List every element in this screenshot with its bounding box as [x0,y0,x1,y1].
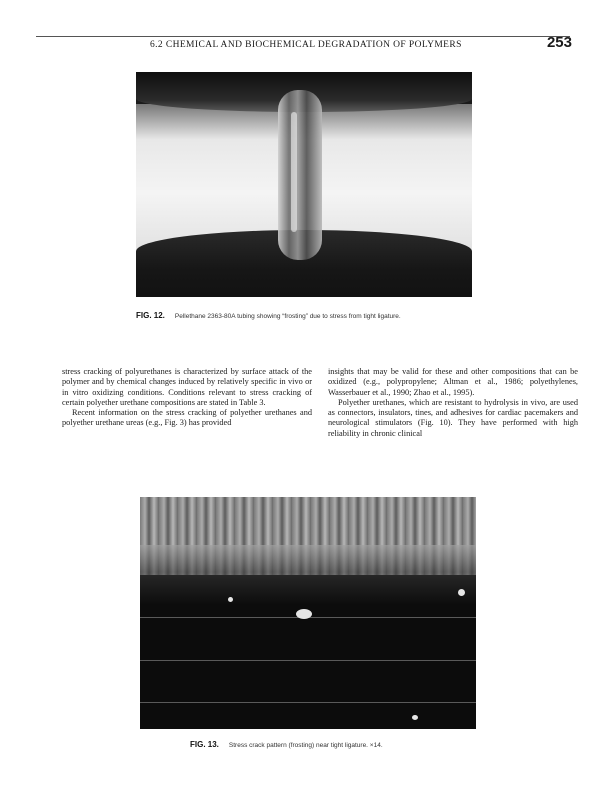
body-paragraph: stress cracking of polyurethanes is characterized by surface attack of the polymer and by chemical changes induced by relatively specific in vivo or in vitro oxidizing conditions. Conditions relevant to stress cracking of certain polyether urethane compositions are stated in Table 3. [62,367,312,407]
figure-12-caption [136,311,401,320]
header-rule [36,36,570,37]
figure-13-label: FIG. 13. [190,740,219,749]
body-column-left [62,367,312,429]
figure-13-caption [190,740,383,749]
surface-line [140,660,476,661]
figure-13-photo [140,497,476,729]
debris-spot [296,609,312,619]
figure-12-label: FIG. 12. [136,311,165,320]
running-head: 6.2 CHEMICAL AND BIOCHEMICAL DEGRADATION OF POLYMERS [150,40,462,50]
debris-spot [458,589,465,596]
debris-spot [228,597,233,602]
figure-12-photo [136,72,472,297]
surface-line [140,702,476,703]
page-number: 253 [546,34,572,51]
debris-spot [412,715,418,720]
body-paragraph: Polyether urethanes, which are resistant to hydrolysis in vivo, are used as connectors, insulators, tines, and adhesives for cardiac pacemakers and neurological stimulators (Fig. 10). They have performed with high reliability in chronic clinical [328,397,578,438]
ligature-constriction [278,90,322,260]
body-column-right [328,367,578,439]
body-paragraph: insights that may be valid for these and other compositions that can be oxidized (e.g., polypropylene; Altman et al., 1986; polyethylenes, Wasserbauer et al., 1990; Zhao et al., 1995). [328,367,578,397]
figure-13-caption-text: Stress crack pattern (frosting) near tight ligature. ×14. [228,742,383,749]
frosting-streak [291,112,297,232]
figure-12-caption-text: Pellethane 2363-80A tubing showing “frosting” due to stress from tight ligature. [174,313,401,320]
body-paragraph: Recent information on the stress cracking of polyether urethanes and polyether urethane ureas (e.g., Fig. 3) has provided [62,408,312,428]
crack-pattern-shading [140,545,476,605]
